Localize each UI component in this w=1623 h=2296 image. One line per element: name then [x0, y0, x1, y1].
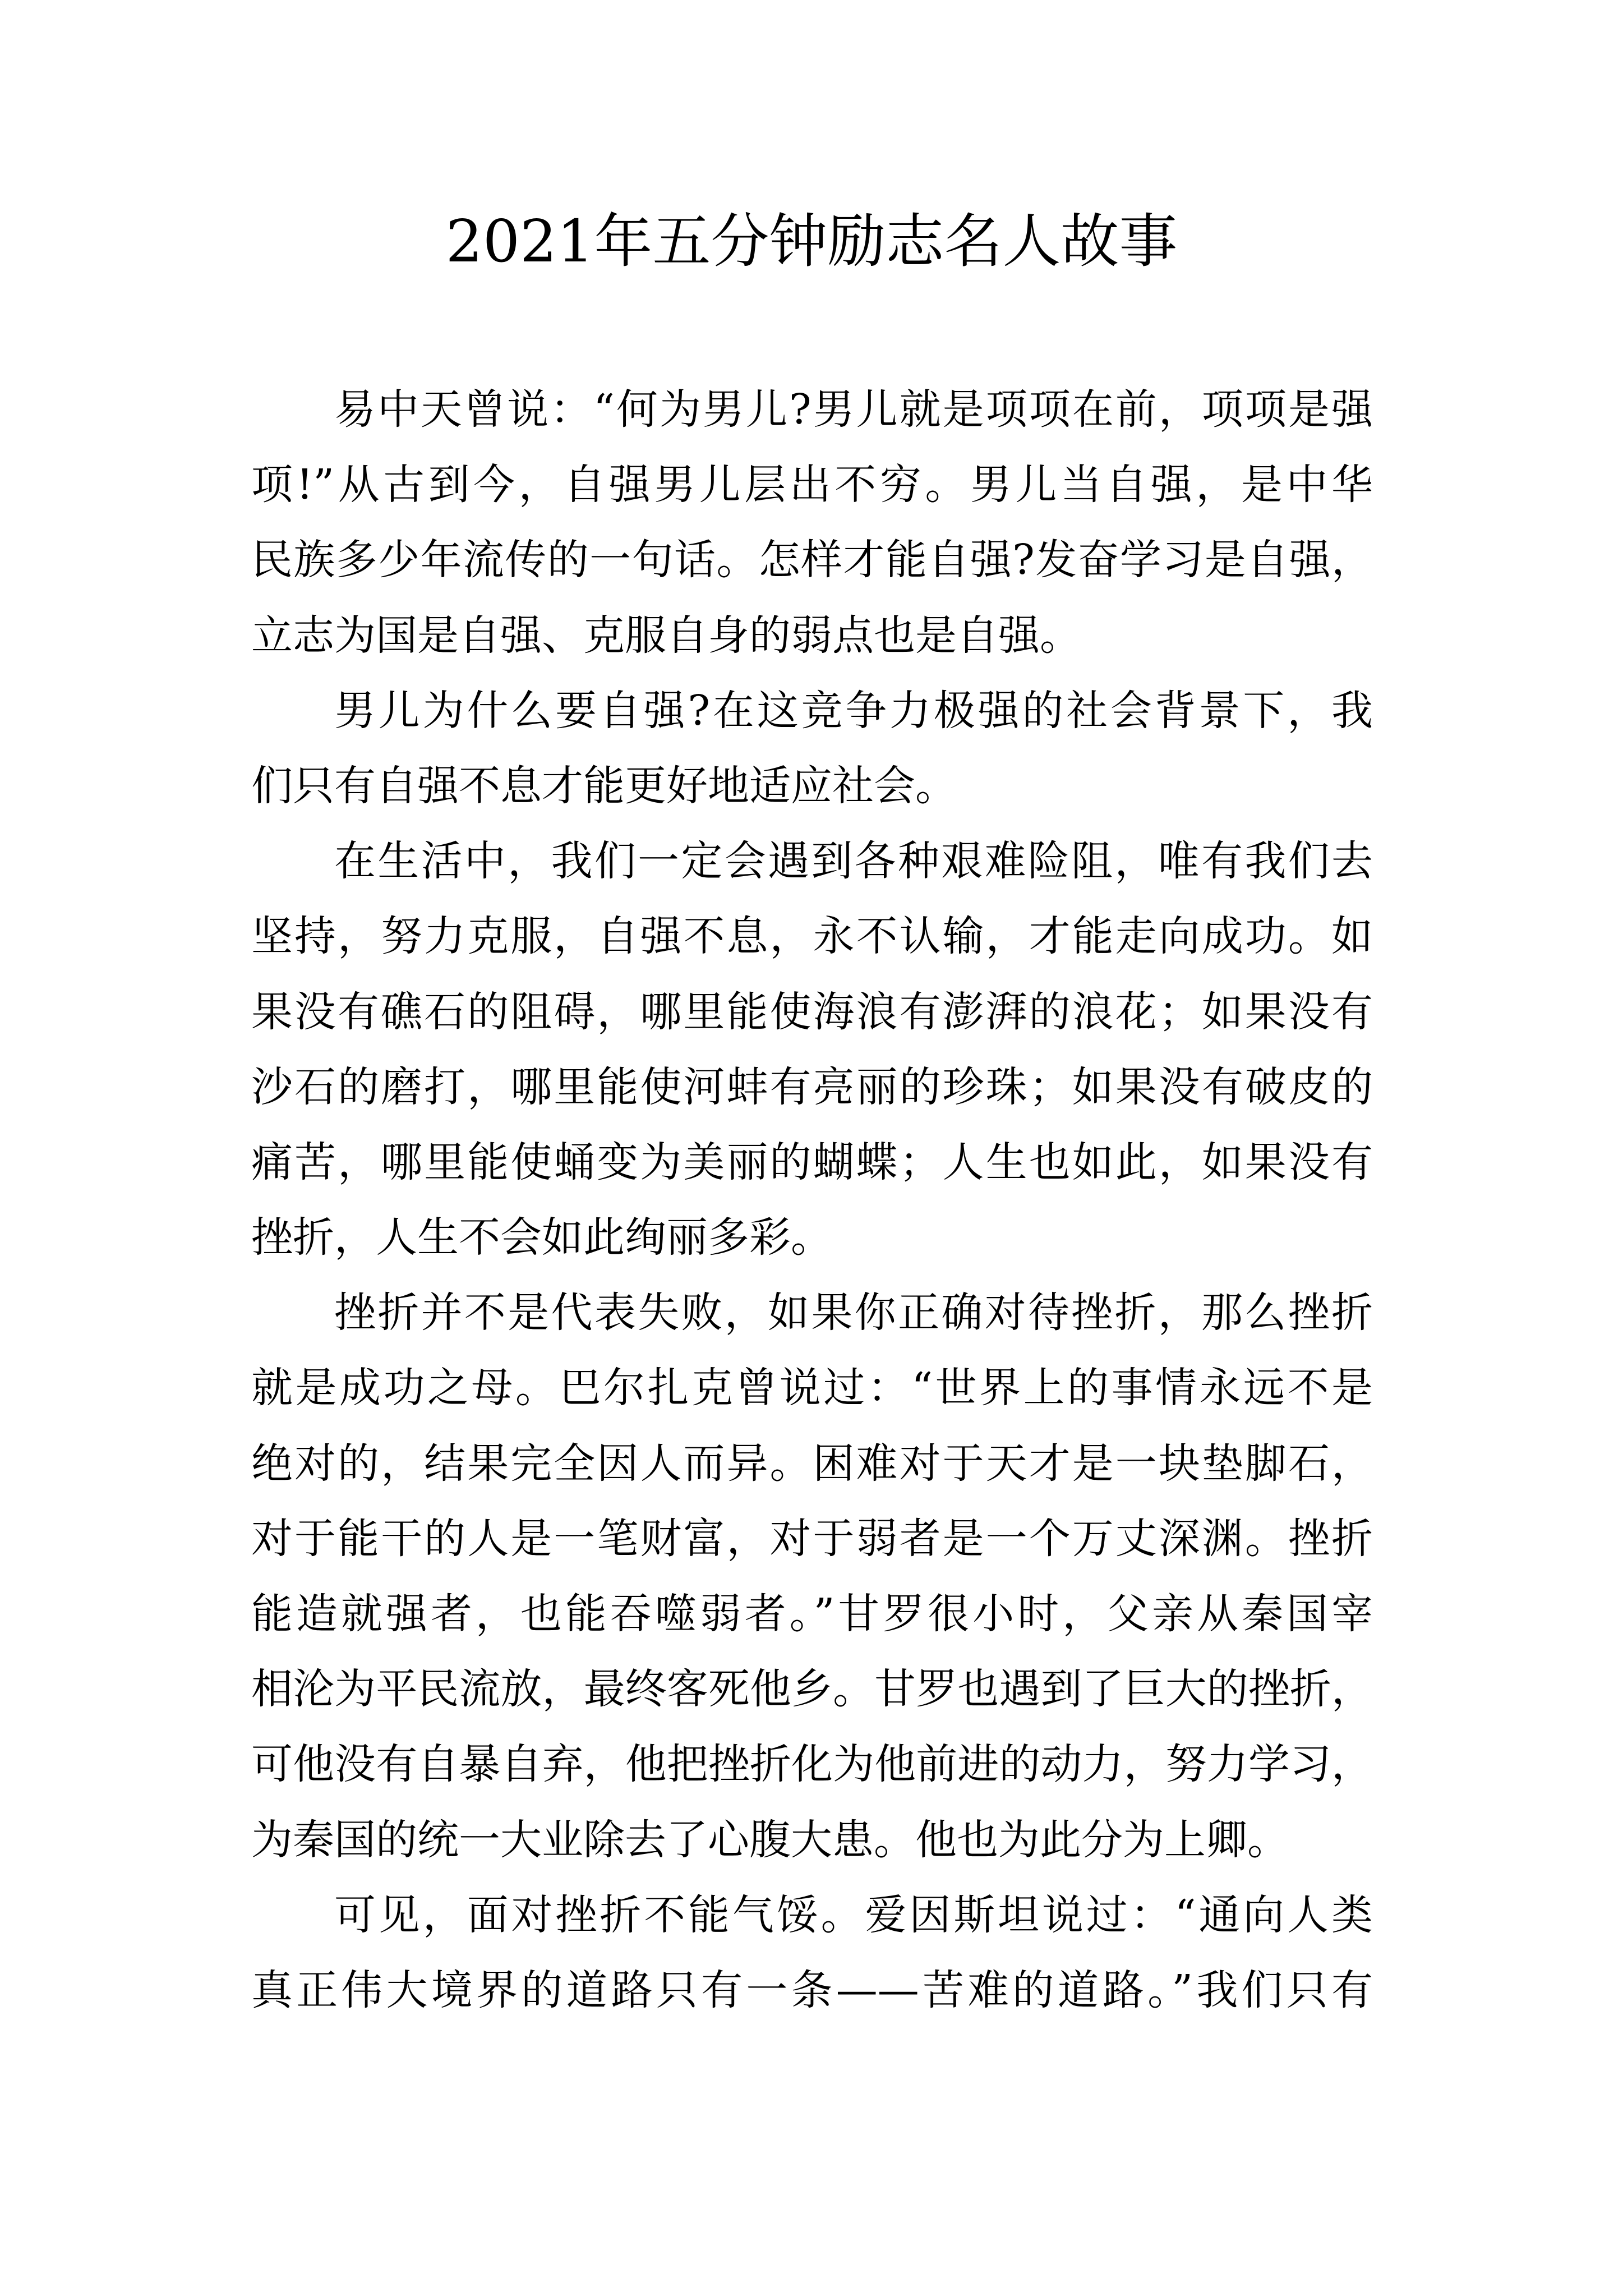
text-line: 可他没有自暴自弃，他把挫折化为他前进的动力，努力学习，	[251, 1740, 1373, 1789]
paragraph	[251, 1878, 1373, 2028]
text-line: 果没有礁石的阻碍，哪里能使海浪有澎湃的浪花；如果没有	[251, 987, 1373, 1036]
text-line: 可见，面对挫折不能气馁。爱因斯坦说过：“通向人类	[334, 1890, 1373, 1939]
text-line: 挫折并不是代表失败，如果你正确对待挫折，那么挫折	[334, 1289, 1373, 1337]
paragraph	[251, 372, 1373, 673]
text-line: 能造就强者，也能吞噬弱者。”甘罗很小时，父亲从秦国宰	[251, 1590, 1373, 1638]
text-line: 绝对的，结果完全因人而异。困难对于天才是一块垫脚石，	[251, 1439, 1373, 1488]
text-line: 立志为国是自强、克服自身的弱点也是自强。	[251, 611, 1081, 660]
text-line: 挫折，人生不会如此绚丽多彩。	[251, 1213, 832, 1262]
text-line: 痛苦，哪里能使蛹变为美丽的蝴蝶；人生也如此，如果没有	[251, 1138, 1373, 1186]
text-line: 民族多少年流传的一句话。怎样才能自强?发奋学习是自强，	[251, 536, 1373, 585]
text-line: 项!”从古到今，自强男儿层出不穷。男儿当自强，是中华	[251, 461, 1373, 509]
text-line: 们只有自强不息才能更好地适应社会。	[251, 761, 957, 810]
paragraph	[251, 823, 1373, 1275]
text-line: 沙石的磨打，哪里能使河蚌有亮丽的珍珠；如果没有破皮的	[251, 1062, 1373, 1111]
document-body	[251, 372, 1373, 2028]
text-line: 就是成功之母。巴尔扎克曾说过：“世界上的事情永远不是	[251, 1364, 1373, 1412]
document-title: 2021年五分钟励志名人故事	[445, 207, 1178, 275]
text-line: 在生活中，我们一定会遇到各种艰难险阻，唯有我们去	[334, 837, 1373, 886]
paragraph	[251, 1275, 1373, 1878]
text-line: 男儿为什么要自强?在这竞争力极强的社会背景下，我	[334, 686, 1373, 735]
text-line: 易中天曾说：“何为男儿?男儿就是项项在前，项项是强	[334, 385, 1373, 434]
paragraph	[251, 673, 1373, 823]
text-line: 为秦国的统一大业除去了心腹大患。他也为此分为上卿。	[251, 1815, 1289, 1864]
text-line: 坚持，努力克服，自强不息，永不认输，才能走向成功。如	[251, 912, 1373, 961]
text-line: 真正伟大境界的道路只有一条——苦难的道路。”我们只有	[251, 1966, 1373, 2014]
text-line: 相沦为平民流放，最终客死他乡。甘罗也遇到了巨大的挫折，	[251, 1665, 1373, 1714]
text-line: 对于能干的人是一笔财富，对于弱者是一个万丈深渊。挫折	[251, 1514, 1373, 1563]
